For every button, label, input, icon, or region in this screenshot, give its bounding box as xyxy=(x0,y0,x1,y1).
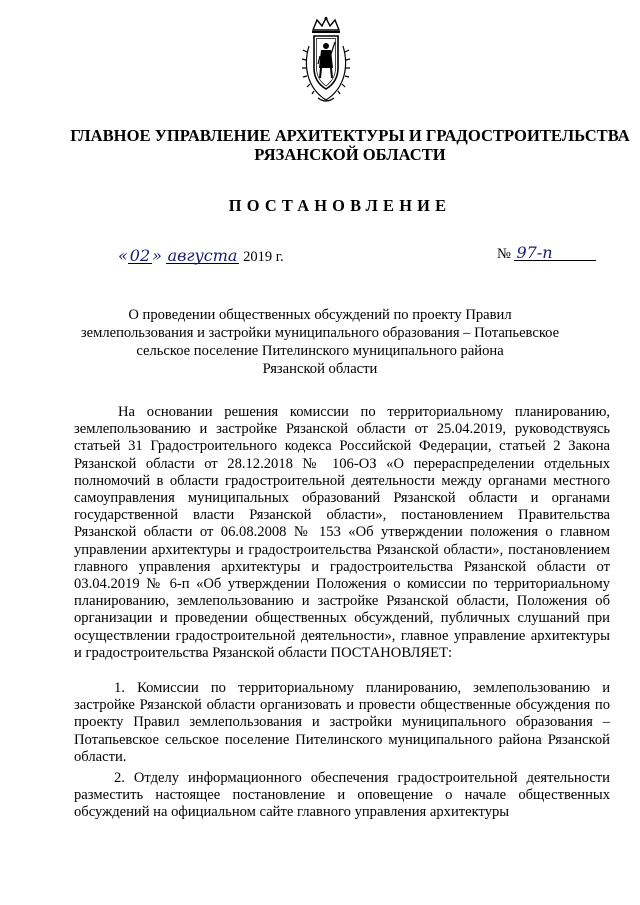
subject-line: сельское поселение Пителинского муниципального района xyxy=(136,343,504,359)
decree-number xyxy=(497,243,596,263)
date-year: 2019 г. xyxy=(243,249,284,265)
preamble-paragraph: На основании решения комиссии по территориальному планированию, землепользованию и застройке Рязанской области от 25.04.2019, руководствуясь статьей 31 Градостроительного кодекса Российской Федерации, статьей 2 Закона Рязанской области от 28.12.2018 № 106-ОЗ «О перераспределении отдельных полномочий в области градостроительной деятельности между органами местного самоуправления муниципальных образований Рязанской области и органами государственной власти Рязанской области», постановлением Правительства Рязанской области от 06.08.2008 № 153 «Об утверждении положения о главном управлении архитектуры и градостроительства Рязанской области», постановлением главного управления архитектуры и градостроительства Рязанской области от 03.04.2019 № 6-п «Об утверждении Положения о комиссии по территориальному планированию, землепользованию и застройке Рязанской области, Положения об организации и проведении общественных обсуждений, публичных слушаний при осуществлении градостроительной деятельности», главное управление архитектуры и градостроительства Рязанской области ПОСТАНОВЛЯЕТ: xyxy=(74,404,610,661)
date-open-quote: « xyxy=(118,246,128,265)
date-month: августа xyxy=(167,246,238,265)
ryazan-coat-of-arms-icon xyxy=(301,16,351,106)
paragraph-gap xyxy=(74,662,610,680)
decree-subject xyxy=(80,306,560,378)
decree-date xyxy=(118,246,284,266)
subject-line: землепользования и застройки муниципального образования – Потапьевское xyxy=(80,325,560,341)
organization-title xyxy=(60,126,640,164)
subject-line: Рязанской области xyxy=(262,361,378,377)
date-close-quote: » xyxy=(152,246,162,265)
numbered-item: 2. Отделу информационного обеспечения градостроительной деятельности разместить настоящее постановление и оповещение о начале общественных обсуждений на официальном сайте главного управления архитектуры xyxy=(74,770,610,821)
date-day: 02 xyxy=(129,246,151,265)
subject-line: О проведении общественных обсуждений по проекту Правил xyxy=(128,307,512,323)
number-value: 97-п xyxy=(514,246,596,261)
organization-title-line-1: ГЛАВНОЕ УПРАВЛЕНИЕ АРХИТЕКТУРЫ И ГРАДОСТРОИТЕЛЬСТВА xyxy=(70,126,630,145)
decree-title: ПОСТАНОВЛЕНИЕ xyxy=(228,196,452,215)
number-sign: № xyxy=(497,246,511,262)
organization-title-line-2: РЯЗАНСКОЙ ОБЛАСТИ xyxy=(254,145,446,164)
numbered-item: 1. Комиссии по территориальному планированию, землепользованию и застройке Рязанской области организовать и провести общественные обсуждения по проекту Правил землепользования и застройки муниципального образования – Потапьевское сельское поселение Пителинского муниципального района Рязанской области. xyxy=(74,680,610,765)
decree-body xyxy=(74,404,610,822)
